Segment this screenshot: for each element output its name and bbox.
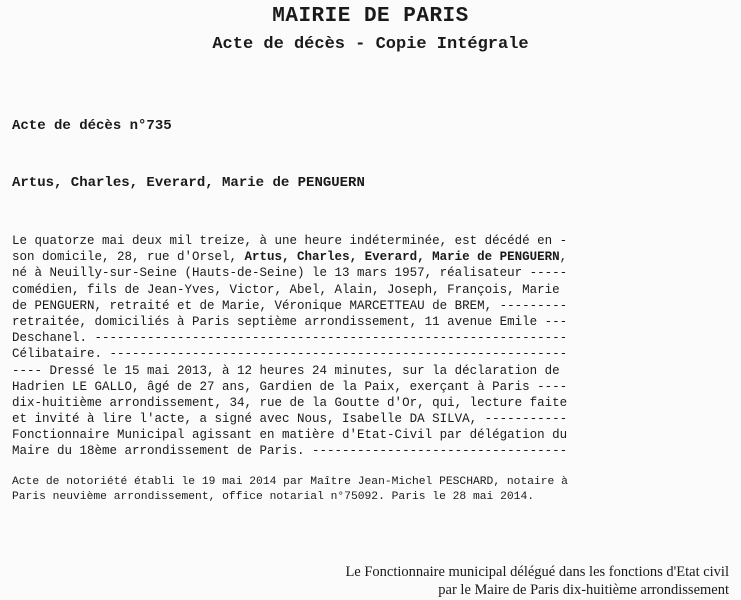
- body-segment: Le quatorze mai deux mil treize, à une heure indéterminée, est décédé en -: [12, 234, 568, 248]
- body-line: [12, 346, 642, 362]
- signatory-line: Le Fonctionnaire municipal délégué dans les fonctions d'Etat civil: [345, 564, 729, 580]
- notoriety-line: Acte de notoriété établi le 19 mai 2014 par Maître Jean-Michel PESCHARD, notaire à: [12, 476, 568, 488]
- body-segment: Hadrien LE GALLO, âgé de 27 ans, Gardien de la Paix, exerçant à Paris ----: [12, 379, 568, 394]
- body-line: [12, 427, 642, 443]
- signatory-line: par le Maire de Paris dix-huitième arrondissement: [438, 582, 729, 598]
- document-subtitle: Acte de décès - Copie Intégrale: [212, 35, 529, 54]
- body-segment: Deschanel. ---------------------------------------------------------------: [12, 331, 568, 346]
- body-line: [12, 443, 642, 459]
- body-segment: né à Neuilly-sur-Seine (Hauts-de-Seine) le 13 mars 1957, réalisateur -----: [12, 266, 568, 281]
- body-segment: Maire du 18ème arrondissement de Paris. ----------------------------------: [12, 444, 568, 459]
- deceased-name: Artus, Charles, Everard, Marie de PENGUERN: [12, 175, 365, 191]
- body-segment: Célibataire. -------------------------------------------------------------: [12, 347, 568, 362]
- body-line: [12, 265, 642, 281]
- body-segment: ,: [559, 250, 568, 265]
- body-line: [12, 249, 642, 265]
- body-segment: dix-huitième arrondissement, 34, rue de la Goutte d'Or, qui, lecture faite: [12, 395, 568, 410]
- body-segment: de PENGUERN, retraité et de Marie, Véronique MARCETTEAU de BREM, ---------: [12, 298, 568, 313]
- body-line: [12, 233, 642, 249]
- body-line: [12, 411, 642, 427]
- body-line: [12, 298, 642, 314]
- body-segment: son domicile, 28, rue d'Orsel,: [12, 250, 245, 265]
- body-segment: Fonctionnaire Municipal agissant en matière d'Etat-Civil par délégation du: [12, 428, 568, 443]
- body-segment: et invité à lire l'acte, a signé avec Nous, Isabelle DA SILVA, -----------: [12, 412, 568, 427]
- act-number: Acte de décès n°735: [12, 118, 172, 134]
- body-segment: comédien, fils de Jean-Yves, Victor, Abel, Alain, Joseph, François, Marie: [12, 282, 560, 297]
- act-body: [12, 233, 642, 460]
- body-line: [12, 282, 642, 298]
- notoriety-line: Paris neuvième arrondissement, office notarial n°75092. Paris le 28 mai 2014.: [12, 491, 535, 503]
- body-segment: retraitée, domiciliés à Paris septième arrondissement, 11 avenue Emile ---: [12, 314, 568, 329]
- body-line: [12, 379, 642, 395]
- document-title: MAIRIE DE PARIS: [272, 5, 469, 28]
- body-line: [12, 395, 642, 411]
- notoriety-mention: [12, 475, 632, 505]
- body-segment: ---- Dressé le 15 mai 2013, à 12 heures 24 minutes, sur la déclaration de: [12, 363, 560, 378]
- body-line: [12, 330, 642, 346]
- body-bold-segment: Artus, Charles, Everard, Marie de PENGUERN: [244, 250, 560, 265]
- signatory-block: [345, 563, 729, 599]
- body-line: [12, 314, 642, 330]
- body-line: [12, 363, 642, 379]
